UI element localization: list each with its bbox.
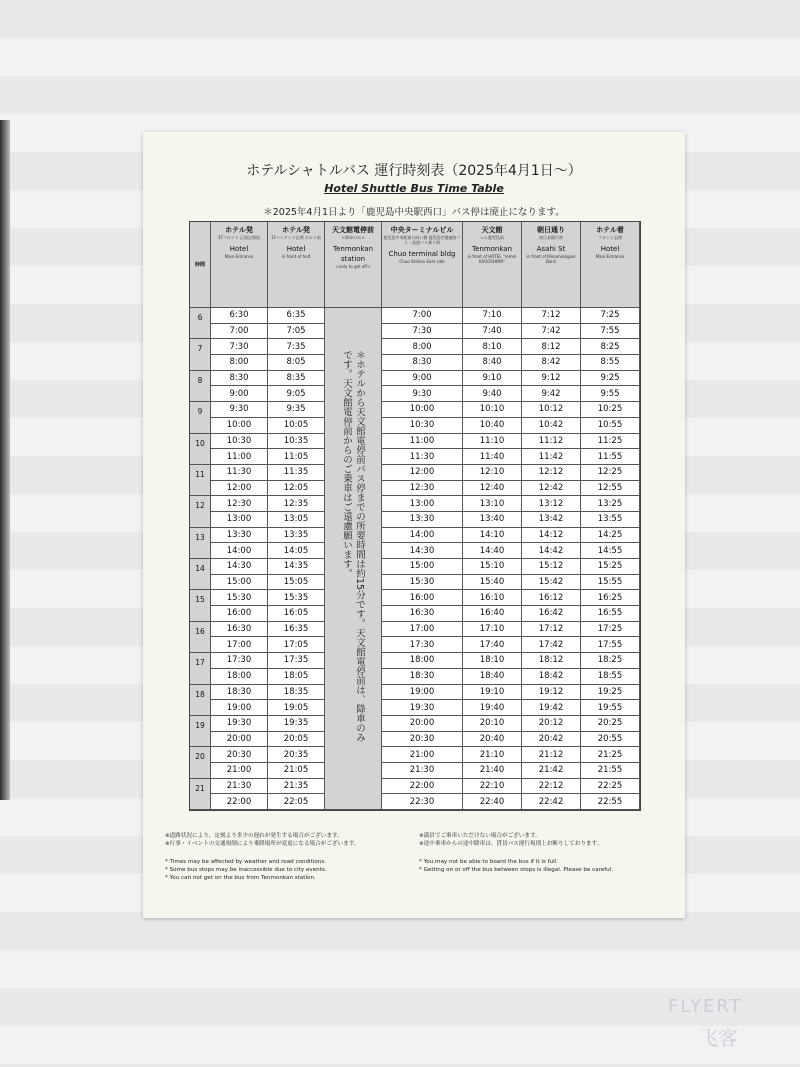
hour-cell: 17 — [190, 653, 211, 684]
time-cell: 14:25 — [581, 528, 640, 544]
column-header — [382, 222, 463, 308]
time-cell: 14:55 — [581, 543, 640, 559]
time-cell: 16:12 — [522, 590, 581, 606]
time-cell: 22:25 — [581, 779, 640, 795]
time-cell: 10:00 — [211, 418, 268, 434]
time-cell: 8:05 — [268, 355, 325, 371]
time-cell: 16:30 — [382, 606, 463, 622]
column-header-en-sub: Main Entrance — [595, 254, 625, 259]
time-cell: 19:00 — [211, 700, 268, 716]
hour-cell: 8 — [190, 371, 211, 402]
time-cell: 15:42 — [522, 575, 581, 591]
time-cell: 17:40 — [463, 637, 522, 653]
time-cell: 20:30 — [382, 732, 463, 748]
column-header-en: Chuo terminal bldg — [388, 250, 456, 258]
time-cell: 14:05 — [268, 543, 325, 559]
time-cell: 18:00 — [211, 669, 268, 685]
time-cell: 10:05 — [268, 418, 325, 434]
time-cell: 9:00 — [382, 371, 463, 387]
time-cell: 16:55 — [581, 606, 640, 622]
time-cell: 20:30 — [211, 747, 268, 763]
time-cell: 17:00 — [211, 637, 268, 653]
time-cell: 15:35 — [268, 590, 325, 606]
time-cell: 22:00 — [211, 794, 268, 810]
column-header-ja: 天文館電停前 — [332, 226, 374, 234]
time-cell: 14:00 — [382, 528, 463, 544]
time-cell: 13:12 — [522, 496, 581, 512]
time-cell: 22:05 — [268, 794, 325, 810]
column-header-ja: ホテル発 — [282, 226, 310, 234]
time-cell: 8:55 — [581, 355, 640, 371]
time-cell: 16:35 — [268, 622, 325, 638]
time-cell: 19:40 — [463, 700, 522, 716]
time-cell: 13:10 — [463, 496, 522, 512]
time-cell: 12:35 — [268, 496, 325, 512]
time-cell: 14:10 — [463, 528, 522, 544]
note-line: ※行事・イベントの交通規制により乗降場所が変更になる場合がございます。 — [165, 841, 360, 847]
time-cell: 16:25 — [581, 590, 640, 606]
time-cell: 20:25 — [581, 716, 640, 732]
time-cell: 8:30 — [211, 371, 268, 387]
time-cell: 20:00 — [382, 716, 463, 732]
time-cell: 8:12 — [522, 339, 581, 355]
note-line: ※途中乗車からの途中降車は、貸切バス運行規則上お断りしております。 — [419, 841, 603, 847]
notes-left-en — [165, 858, 327, 882]
note-line: * Getting on or off the bus between stops is illegal. Please be careful. — [419, 867, 614, 873]
time-cell: 17:00 — [382, 622, 463, 638]
time-cell: 13:30 — [382, 512, 463, 528]
hour-cell: 7 — [190, 339, 211, 370]
time-cell: 11:55 — [581, 449, 640, 465]
time-cell: 19:00 — [382, 685, 463, 701]
time-cell: 8:30 — [382, 355, 463, 371]
note-line: * Times may be affected by weather and road conditions. — [165, 859, 327, 865]
time-cell: 19:12 — [522, 685, 581, 701]
time-cell: 10:25 — [581, 402, 640, 418]
note-line: ※道路状況により、定刻より多少の遅れが発生する場合がございます。 — [165, 833, 343, 839]
time-cell: 10:30 — [382, 418, 463, 434]
column-header-en-sub: Main Entrance — [224, 254, 254, 259]
time-cell: 12:40 — [463, 481, 522, 497]
column-header-ja: 朝日通り — [537, 226, 565, 234]
time-cell: 12:00 — [382, 465, 463, 481]
time-cell: 12:25 — [581, 465, 640, 481]
time-cell: 18:12 — [522, 653, 581, 669]
time-cell: 14:35 — [268, 559, 325, 575]
time-cell: 14:12 — [522, 528, 581, 544]
time-cell: 7:00 — [211, 324, 268, 340]
time-cell: 20:35 — [268, 747, 325, 763]
time-cell: 9:35 — [268, 402, 325, 418]
page-subtitle: Hotel Shuttle Bus Time Table — [324, 182, 504, 195]
column-header — [522, 222, 581, 308]
time-cell: 12:05 — [268, 481, 325, 497]
timetable-grid — [189, 221, 641, 811]
time-cell: 18:30 — [382, 669, 463, 685]
time-cell: 13:00 — [211, 512, 268, 528]
time-cell: 11:05 — [268, 449, 325, 465]
time-cell: 21:00 — [211, 763, 268, 779]
time-cell: 9:55 — [581, 386, 640, 402]
hour-cell: 21 — [190, 779, 211, 810]
time-cell: 21:25 — [581, 747, 640, 763]
time-cell: 8:00 — [382, 339, 463, 355]
time-cell: 19:25 — [581, 685, 640, 701]
hour-cell: 6 — [190, 308, 211, 339]
time-cell: 7:00 — [382, 308, 463, 324]
time-cell: 11:10 — [463, 434, 522, 450]
time-cell: 9:30 — [211, 402, 268, 418]
time-cell: 17:30 — [382, 637, 463, 653]
time-cell: 21:42 — [522, 763, 581, 779]
time-cell: 16:30 — [211, 622, 268, 638]
page-title: ホテルシャトルバス 運行時刻表（2025年4月1日～） — [246, 163, 582, 179]
notice-text: ＊2025年4月1日より「鹿児島中央駅西口」バス停は廃止になります。 — [263, 207, 565, 218]
hour-cell: 12 — [190, 496, 211, 527]
time-cell: 10:12 — [522, 402, 581, 418]
time-cell: 22:55 — [581, 794, 640, 810]
time-cell: 12:30 — [382, 481, 463, 497]
time-cell: 12:12 — [522, 465, 581, 481]
time-cell: 22:30 — [382, 794, 463, 810]
time-cell: 19:10 — [463, 685, 522, 701]
time-cell: 22:42 — [522, 794, 581, 810]
time-cell: 17:05 — [268, 637, 325, 653]
time-cell: 12:00 — [211, 481, 268, 497]
side-shadow — [0, 120, 10, 800]
column-header — [463, 222, 522, 308]
hour-cell: 15 — [190, 590, 211, 621]
time-cell: 13:00 — [382, 496, 463, 512]
time-cell: 7:05 — [268, 324, 325, 340]
time-cell: 9:25 — [581, 371, 640, 387]
column-header-ja: ホテル着 — [596, 226, 624, 234]
hour-cell: 16 — [190, 622, 211, 653]
column-header-ja: ホテル発 — [225, 226, 253, 234]
column-header-ja-sub: ＊降車のみ＊ — [341, 235, 365, 240]
time-cell: 7:10 — [463, 308, 522, 324]
time-cell: 21:40 — [463, 763, 522, 779]
time-cell: 13:05 — [268, 512, 325, 528]
hour-cell: 19 — [190, 716, 211, 747]
time-cell: 10:40 — [463, 418, 522, 434]
column-header-en: Hotel — [286, 245, 306, 253]
hour-cell: 18 — [190, 685, 211, 716]
time-cell: 10:30 — [211, 434, 268, 450]
time-cell: 22:40 — [463, 794, 522, 810]
time-cell: 13:35 — [268, 528, 325, 544]
time-cell: 7:30 — [211, 339, 268, 355]
time-cell: 22:10 — [463, 779, 522, 795]
time-cell: 22:12 — [522, 779, 581, 795]
time-cell: 20:55 — [581, 732, 640, 748]
hour-cell: 13 — [190, 528, 211, 559]
column-header-ja-sub: 鹿児島中央駅東口向い側 鹿児島空港連絡バス・高速バス乗り場 — [383, 235, 461, 245]
column-header-en-sub: in front of Minaminippon Bank — [526, 254, 576, 264]
column-header-en: Tenmonkan — [471, 245, 513, 253]
time-cell: 18:42 — [522, 669, 581, 685]
time-cell: 12:42 — [522, 481, 581, 497]
column-header-en-sub: ＊only to get off＊ — [334, 264, 372, 269]
time-cell: 18:40 — [463, 669, 522, 685]
time-cell: 10:10 — [463, 402, 522, 418]
time-cell: 9:00 — [211, 386, 268, 402]
column-header-en: Asahi St — [536, 245, 566, 253]
column-header-ja-sub: 1Fバンケット玄関 ホルト前 — [271, 235, 321, 240]
hour-cell: 10 — [190, 434, 211, 465]
time-cell: 18:55 — [581, 669, 640, 685]
time-cell: 16:00 — [211, 606, 268, 622]
time-cell: 8:35 — [268, 371, 325, 387]
time-cell: 15:00 — [382, 559, 463, 575]
time-cell: 19:35 — [268, 716, 325, 732]
column-header-en-sub: in front of HOTEL "remm KAGOSHIMA" — [467, 254, 517, 264]
time-cell: 18:25 — [581, 653, 640, 669]
column-header-en: Hotel — [600, 245, 620, 253]
time-cell: 10:00 — [382, 402, 463, 418]
time-cell: 11:00 — [211, 449, 268, 465]
column-header-ja: 中央ターミナルビル — [390, 226, 454, 234]
column-header-en: Hotel — [229, 245, 249, 253]
time-cell: 19:42 — [522, 700, 581, 716]
time-cell: 11:30 — [382, 449, 463, 465]
time-cell: 15:55 — [581, 575, 640, 591]
time-cell: 15:40 — [463, 575, 522, 591]
time-cell: 6:30 — [211, 308, 268, 324]
time-cell: 14:40 — [463, 543, 522, 559]
time-cell: 17:10 — [463, 622, 522, 638]
column-header — [581, 222, 640, 308]
time-cell: 10:35 — [268, 434, 325, 450]
time-cell: 16:42 — [522, 606, 581, 622]
time-cell: 13:42 — [522, 512, 581, 528]
column-header-ja-sub: フロント玄関 — [598, 235, 622, 240]
time-cell: 15:25 — [581, 559, 640, 575]
note-line: * Some bus stops may be inaccessible due to city events. — [165, 867, 327, 873]
time-cell: 15:10 — [463, 559, 522, 575]
time-cell: 14:00 — [211, 543, 268, 559]
time-cell: 19:05 — [268, 700, 325, 716]
time-cell: 21:00 — [382, 747, 463, 763]
time-cell: 9:40 — [463, 386, 522, 402]
notes-right-en — [419, 858, 613, 874]
time-cell: 15:30 — [382, 575, 463, 591]
time-cell: 20:40 — [463, 732, 522, 748]
hour-cell: 11 — [190, 465, 211, 496]
time-cell: 15:30 — [211, 590, 268, 606]
time-cell: 21:35 — [268, 779, 325, 795]
column-header-ja-sub: レム鹿児島前 — [480, 235, 504, 240]
notes-left-ja — [165, 832, 359, 848]
tenmonkan-note: ＊ホテルから天文館電停前バス停までの所要時間は約15分です。天文館電停前は、降車のみです。天文館電停前からのご乗車はご遠慮願います。 — [341, 350, 365, 743]
column-header-ja-sub: 1Fフロント 正面玄関前 — [217, 235, 261, 240]
time-cell: 21:30 — [382, 763, 463, 779]
time-cell: 18:30 — [211, 685, 268, 701]
time-cell: 11:42 — [522, 449, 581, 465]
watermark: FLYERT — [668, 996, 743, 1017]
time-cell: 20:00 — [211, 732, 268, 748]
time-cell: 19:30 — [211, 716, 268, 732]
time-cell: 11:40 — [463, 449, 522, 465]
time-cell: 7:40 — [463, 324, 522, 340]
time-cell: 11:12 — [522, 434, 581, 450]
time-cell: 21:12 — [522, 747, 581, 763]
time-cell: 11:25 — [581, 434, 640, 450]
time-cell: 20:10 — [463, 716, 522, 732]
time-cell: 12:30 — [211, 496, 268, 512]
hour-header: 時間 — [190, 222, 211, 308]
time-cell: 9:42 — [522, 386, 581, 402]
column-header-en-sub: Chuo Station East side — [399, 259, 445, 264]
time-cell: 18:10 — [463, 653, 522, 669]
time-cell: 13:40 — [463, 512, 522, 528]
time-cell: 21:10 — [463, 747, 522, 763]
column-header-en: Tenmonkan station — [332, 245, 374, 263]
note-line: * You can not get on the bus from Tenmonkan station. — [165, 875, 316, 881]
note-line: ※満員でご乗車いただけない場合がございます。 — [419, 833, 541, 839]
time-cell: 7:12 — [522, 308, 581, 324]
time-cell: 14:30 — [211, 559, 268, 575]
time-cell: 9:30 — [382, 386, 463, 402]
time-cell: 18:05 — [268, 669, 325, 685]
time-cell: 15:12 — [522, 559, 581, 575]
time-cell: 13:25 — [581, 496, 640, 512]
time-cell: 6:35 — [268, 308, 325, 324]
time-cell: 22:00 — [382, 779, 463, 795]
time-cell: 17:30 — [211, 653, 268, 669]
notes-right-ja — [419, 832, 602, 848]
time-cell: 16:00 — [382, 590, 463, 606]
time-cell: 16:10 — [463, 590, 522, 606]
time-cell: 7:35 — [268, 339, 325, 355]
watermark-sub: 飞客 — [698, 1026, 738, 1050]
time-cell: 10:55 — [581, 418, 640, 434]
time-cell: 20:42 — [522, 732, 581, 748]
hour-cell: 9 — [190, 402, 211, 433]
column-header — [211, 222, 268, 308]
time-cell: 9:10 — [463, 371, 522, 387]
time-cell: 12:10 — [463, 465, 522, 481]
time-cell: 11:30 — [211, 465, 268, 481]
time-cell: 14:30 — [382, 543, 463, 559]
time-cell: 11:35 — [268, 465, 325, 481]
time-cell: 19:55 — [581, 700, 640, 716]
tenmonkan-note-column — [325, 308, 382, 810]
time-cell: 21:05 — [268, 763, 325, 779]
column-header — [268, 222, 325, 308]
time-cell: 13:55 — [581, 512, 640, 528]
time-cell: 16:40 — [463, 606, 522, 622]
time-cell: 15:00 — [211, 575, 268, 591]
timetable-sheet — [143, 132, 685, 918]
hour-cell: 14 — [190, 559, 211, 590]
column-header-ja-sub: 南日本銀行前 — [539, 235, 563, 240]
time-cell: 17:12 — [522, 622, 581, 638]
time-cell: 20:12 — [522, 716, 581, 732]
time-cell: 17:25 — [581, 622, 640, 638]
hour-cell: 20 — [190, 747, 211, 778]
time-cell: 12:55 — [581, 481, 640, 497]
column-header-ja: 天文館 — [481, 226, 503, 234]
time-cell: 8:00 — [211, 355, 268, 371]
time-cell: 17:55 — [581, 637, 640, 653]
time-cell: 7:30 — [382, 324, 463, 340]
time-cell: 11:00 — [382, 434, 463, 450]
time-cell: 8:25 — [581, 339, 640, 355]
time-cell: 16:05 — [268, 606, 325, 622]
time-cell: 7:25 — [581, 308, 640, 324]
time-cell: 17:42 — [522, 637, 581, 653]
column-header-en-sub: in front of holt — [281, 254, 311, 259]
note-line: * You may not be able to board the bus if it is full. — [419, 859, 558, 865]
time-cell: 18:35 — [268, 685, 325, 701]
time-cell: 17:35 — [268, 653, 325, 669]
column-header — [325, 222, 382, 308]
time-cell: 8:40 — [463, 355, 522, 371]
time-cell: 21:30 — [211, 779, 268, 795]
time-cell: 10:42 — [522, 418, 581, 434]
time-cell: 8:42 — [522, 355, 581, 371]
time-cell: 13:30 — [211, 528, 268, 544]
time-cell: 14:42 — [522, 543, 581, 559]
time-cell: 7:55 — [581, 324, 640, 340]
time-cell: 9:12 — [522, 371, 581, 387]
time-cell: 8:10 — [463, 339, 522, 355]
time-cell: 18:00 — [382, 653, 463, 669]
time-cell: 20:05 — [268, 732, 325, 748]
time-cell: 21:55 — [581, 763, 640, 779]
time-cell: 15:05 — [268, 575, 325, 591]
time-cell: 9:05 — [268, 386, 325, 402]
time-cell: 7:42 — [522, 324, 581, 340]
time-cell: 19:30 — [382, 700, 463, 716]
